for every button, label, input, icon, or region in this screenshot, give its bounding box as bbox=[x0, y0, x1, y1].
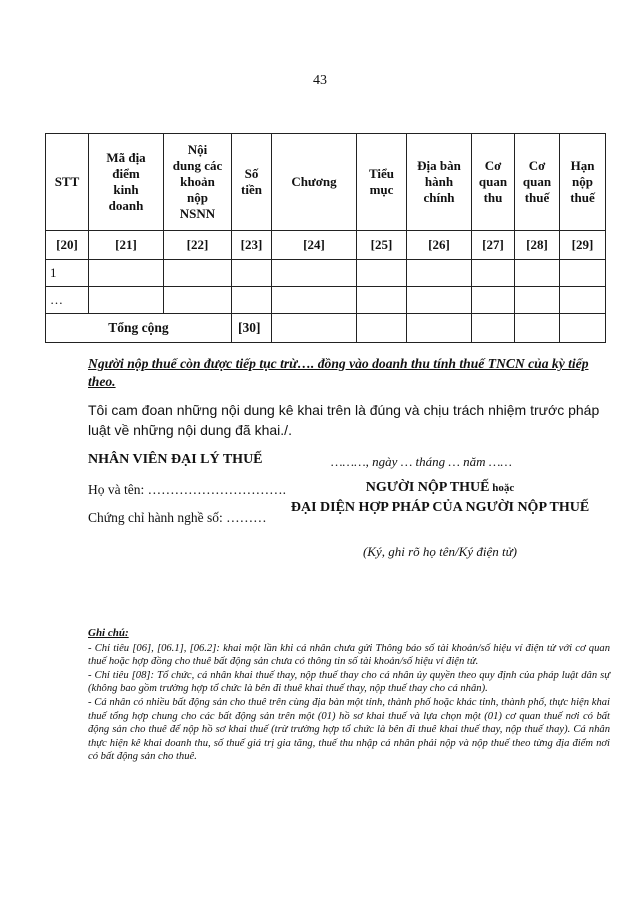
table-cell bbox=[515, 314, 560, 343]
code-cell: [21] bbox=[89, 231, 164, 260]
table-cell bbox=[560, 287, 606, 314]
header-cell: Chương bbox=[272, 134, 357, 231]
legal-representative-title: ĐẠI DIỆN HỢP PHÁP CỦA NGƯỜI NỘP THUẾ bbox=[290, 500, 590, 515]
table-cell bbox=[515, 260, 560, 287]
table-cell bbox=[560, 314, 606, 343]
header-cell: Cơ quan thuế bbox=[515, 134, 560, 231]
tax-payment-table bbox=[45, 133, 606, 343]
header-cell: Tiểu mục bbox=[357, 134, 407, 231]
table-cell bbox=[407, 260, 472, 287]
table-cell bbox=[164, 287, 232, 314]
table-cell: … bbox=[46, 287, 89, 314]
code-cell: [23] bbox=[232, 231, 272, 260]
table-row bbox=[46, 287, 606, 314]
note-item: - Cá nhân có nhiều bất động sản cho thuê trên cùng địa bàn một tỉnh, thành phố hoặc khác tỉnh, thành phố, thực hiện khai thuế tổng hợp chung cho các bất động sản trên một (01) hồ sơ khai thuế và lựa chọn một (01) cơ quan thuế nơi có bất động sản cho thuê để nộp hồ sơ khai thuế (trừ trường hợp tổ chức là bên đi thuê khai thuế thay, nộp thuế thay). Cá nhân thực hiện kê khai doanh thu, số thuế giá trị gia tăng, thuế thu nhập cá nhân phải nộp và nộp thuế theo từng địa điểm nơi có bất động sản cho thuê. bbox=[88, 696, 610, 763]
table-cell bbox=[272, 260, 357, 287]
header-cell: Cơ quan thu bbox=[472, 134, 515, 231]
table-cell bbox=[357, 287, 407, 314]
taxpayer-signature-block bbox=[290, 478, 590, 517]
table-cell bbox=[89, 260, 164, 287]
table-cell bbox=[472, 287, 515, 314]
certificate-line: Chứng chỉ hành nghề số: ……… bbox=[88, 510, 267, 525]
table-cell bbox=[232, 287, 272, 314]
table-cell: 1 bbox=[46, 260, 89, 287]
code-cell: [20] bbox=[46, 231, 89, 260]
table-cell bbox=[357, 260, 407, 287]
table-cell bbox=[560, 260, 606, 287]
table-cell bbox=[164, 260, 232, 287]
total-row bbox=[46, 314, 606, 343]
code-cell: [29] bbox=[560, 231, 606, 260]
table-cell bbox=[472, 260, 515, 287]
table-cell bbox=[407, 287, 472, 314]
notes-heading: Ghi chú: bbox=[88, 627, 129, 639]
table-cell bbox=[407, 314, 472, 343]
table-cell bbox=[472, 314, 515, 343]
table-cell bbox=[89, 287, 164, 314]
table-cell bbox=[272, 287, 357, 314]
carry-forward-note: Người nộp thuế còn được tiếp tục trừ…. đồng vào doanh thu tính thuế TNCN của kỳ tiếp theo. bbox=[88, 356, 589, 389]
agent-title: NHÂN VIÊN ĐẠI LÝ THUẾ bbox=[88, 452, 263, 467]
declaration-text: Tôi cam đoan những nội dung kê khai trên là đúng và chịu trách nhiệm trước pháp luật về những nội dung đã khai./. bbox=[88, 402, 600, 438]
agent-name-line: Họ và tên: …………………………. bbox=[88, 482, 286, 497]
header-cell: Hạn nộp thuế bbox=[560, 134, 606, 231]
note-item: - Chỉ tiêu [06], [06.1], [06.2]: khai một lần khi cá nhân chưa gửi Thông báo số tài khoản/số hiệu ví điện tử với cơ quan thuế hoặc hợp đồng cho thuê bất động sản chưa có thông tin số tài khoản/số hiệu ví điện tử. bbox=[88, 642, 610, 668]
total-label: Tổng cộng bbox=[46, 314, 232, 343]
code-cell: [26] bbox=[407, 231, 472, 260]
header-cell: Địa bàn hành chính bbox=[407, 134, 472, 231]
taxpayer-title: NGƯỜI NỘP THUẾ bbox=[365, 480, 490, 495]
taxpayer-or: hoặc bbox=[489, 482, 515, 494]
code-cell: [24] bbox=[272, 231, 357, 260]
header-cell: Số tiền bbox=[232, 134, 272, 231]
table-cell bbox=[515, 287, 560, 314]
table-cell bbox=[357, 314, 407, 343]
table-cell bbox=[232, 260, 272, 287]
code-cell: [27] bbox=[472, 231, 515, 260]
date-line: ………, ngày … tháng … năm …… bbox=[331, 454, 512, 469]
code-cell: [28] bbox=[515, 231, 560, 260]
note-item: - Chỉ tiêu [08]: Tổ chức, cá nhân khai thuế thay, nộp thuế thay cho cá nhân ủy quyền theo quy định của pháp luật dân sự (không bao gồm trường hợp tổ chức là bên đi thuê khai thuế thay, nộp thuế thay cho cá nhân). bbox=[88, 669, 610, 695]
header-cell: STT bbox=[46, 134, 89, 231]
header-cell: Nội dung các khoản nộp NSNN bbox=[164, 134, 232, 231]
total-code: [30] bbox=[232, 314, 272, 343]
header-row bbox=[46, 134, 606, 231]
table-cell bbox=[272, 314, 357, 343]
table-row bbox=[46, 260, 606, 287]
sign-instruction: (Ký, ghi rõ họ tên/Ký điện tử) bbox=[362, 544, 518, 559]
code-cell: [22] bbox=[164, 231, 232, 260]
header-cell: Mã địa điểm kinh doanh bbox=[89, 134, 164, 231]
page-number: 43 bbox=[313, 73, 327, 88]
code-cell: [25] bbox=[357, 231, 407, 260]
code-row bbox=[46, 231, 606, 260]
notes-section bbox=[88, 627, 610, 764]
